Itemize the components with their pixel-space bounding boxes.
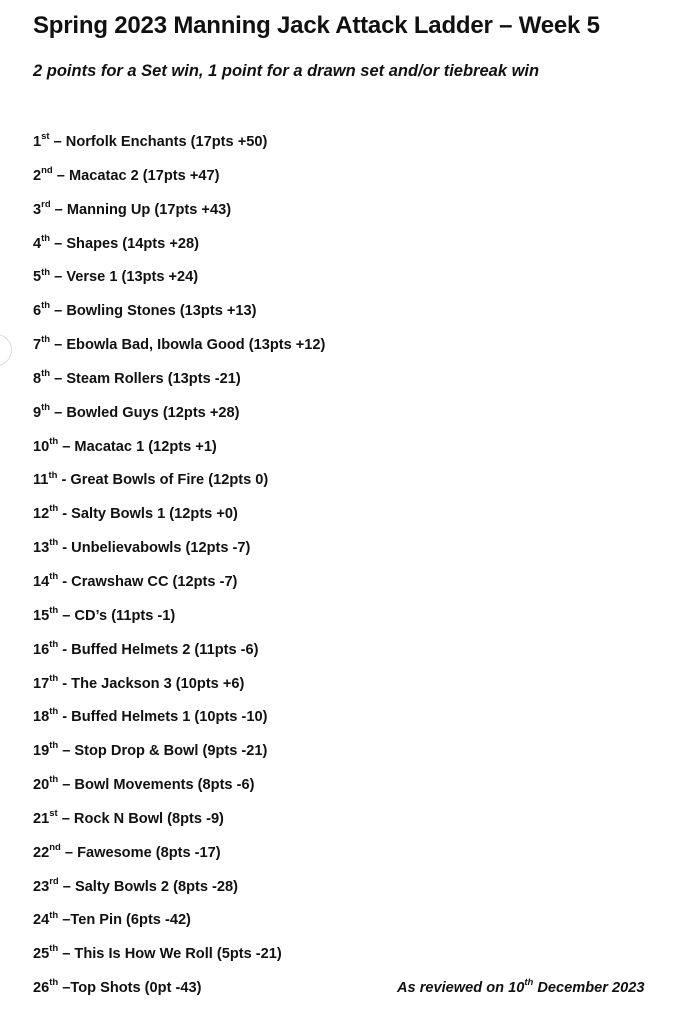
ladder-position: 4 <box>33 235 42 252</box>
ladder-team-score: – Ebowla Bad, Ibowla Good (13pts +12) <box>50 337 326 354</box>
ladder-position: 17 <box>33 675 50 692</box>
ladder-position: 25 <box>33 946 50 963</box>
ladder-team-score: - Great Bowls of Fire (12pts 0) <box>57 472 269 489</box>
ladder-team-score: –Top Shots (0pt -43) <box>58 980 202 997</box>
ladder-team-score: – Norfolk Enchants (17pts +50) <box>49 134 268 150</box>
ladder-team-score: – Bowling Stones (13pts +13) <box>50 303 257 320</box>
ladder-entry <box>33 469 325 503</box>
ladder-entry <box>33 673 325 707</box>
ladder-position-suffix: th <box>49 774 59 786</box>
ladder-position: 22 <box>33 844 50 861</box>
ladder-entry <box>33 165 325 199</box>
ladder-entry <box>33 740 325 774</box>
ladder-position: 6 <box>33 303 42 320</box>
ladder-position: 21 <box>33 810 50 827</box>
ladder-entry <box>33 909 325 943</box>
ladder-entry <box>33 402 325 436</box>
ladder-entry <box>33 537 325 571</box>
ladder-team-score: – Fawesome (8pts -17) <box>60 844 221 861</box>
ladder-position: 10 <box>33 438 50 455</box>
ladder-position-suffix: st <box>49 808 58 820</box>
ladder-position-suffix: th <box>41 232 51 244</box>
ladder-position: 23 <box>33 878 50 895</box>
ladder-position-suffix: th <box>41 266 51 278</box>
ladder-entry <box>33 233 325 267</box>
ladder-position-suffix: th <box>41 401 51 413</box>
ladder-team-score: – Macatac 1 (12pts +1) <box>58 438 217 455</box>
ladder-team-score: – Verse 1 (13pts +24) <box>50 269 199 286</box>
ladder-position: 18 <box>33 709 50 726</box>
ladder-entry <box>33 876 325 910</box>
ladder-position: 13 <box>33 540 50 557</box>
ladder-position-suffix: rd <box>41 198 51 210</box>
ladder-position-suffix: th <box>41 368 51 380</box>
review-date-prefix: As reviewed on 10 <box>397 980 525 996</box>
ladder-position-suffix: th <box>49 537 59 549</box>
ladder-position: 1 <box>33 134 42 150</box>
ladder-position-suffix: th <box>41 300 51 312</box>
ladder-list <box>33 131 325 1011</box>
ladder-entry <box>33 706 325 740</box>
ladder-entry <box>33 199 325 233</box>
scroll-edge-handle[interactable] <box>0 334 12 366</box>
ladder-position-suffix: th <box>49 740 59 752</box>
ladder-entry <box>33 605 325 639</box>
ladder-position: 12 <box>33 506 50 523</box>
ladder-team-score: - Buffed Helmets 1 (10pts -10) <box>58 709 268 726</box>
ladder-position: 26 <box>33 980 50 997</box>
ladder-position-suffix: th <box>41 334 51 346</box>
ladder-team-score: – Bowled Guys (12pts +28) <box>50 404 240 421</box>
review-date-ordinal-suffix: th <box>524 977 534 989</box>
ladder-position-suffix: th <box>49 977 59 989</box>
ladder-team-score: – Manning Up (17pts +43) <box>50 201 232 218</box>
ladder-entry <box>33 334 325 368</box>
ladder-position-suffix: rd <box>49 875 59 887</box>
ladder-team-score: - Salty Bowls 1 (12pts +0) <box>58 506 238 523</box>
ladder-team-score: – CD’s (11pts -1) <box>58 607 176 624</box>
ladder-team-score: –Ten Pin (6pts -42) <box>58 912 191 929</box>
ladder-entry <box>33 503 325 537</box>
ladder-position-suffix: st <box>41 131 50 143</box>
ladder-position: 16 <box>33 641 50 658</box>
ladder-position-suffix: th <box>49 943 59 955</box>
ladder-team-score: – Rock N Bowl (8pts -9) <box>57 810 224 827</box>
ladder-team-score: - Buffed Helmets 2 (11pts -6) <box>58 641 259 658</box>
ladder-team-score: – Salty Bowls 2 (8pts -28) <box>58 878 238 895</box>
ladder-position: 24 <box>33 912 50 929</box>
ladder-team-score: – Macatac 2 (17pts +47) <box>52 167 220 184</box>
ladder-entry <box>33 977 325 1011</box>
ladder-team-score: - Crawshaw CC (12pts -7) <box>58 573 238 590</box>
ladder-position: 20 <box>33 777 50 794</box>
ladder-entry <box>33 131 325 165</box>
ladder-position-suffix: th <box>49 604 59 616</box>
ladder-position-suffix: th <box>48 469 58 481</box>
ladder-entry <box>33 266 325 300</box>
review-date-note <box>397 977 644 999</box>
ladder-entry <box>33 808 325 842</box>
ladder-entry <box>33 368 325 402</box>
ladder-position: 5 <box>33 269 42 286</box>
ladder-entry <box>33 639 325 673</box>
ladder-position-suffix: nd <box>49 841 61 853</box>
ladder-entry <box>33 842 325 876</box>
page-title: Spring 2023 Manning Jack Attack Ladder – Week 5 <box>33 12 600 39</box>
ladder-team-score: – Bowl Movements (8pts -6) <box>58 777 255 794</box>
ladder-team-score: – Stop Drop & Bowl (9pts -21) <box>58 743 268 760</box>
ladder-position-suffix: th <box>49 571 59 583</box>
scoring-rules-subtitle: 2 points for a Set win, 1 point for a drawn set and/or tiebreak win <box>33 62 540 80</box>
ladder-position-suffix: th <box>49 503 59 515</box>
ladder-entry <box>33 436 325 470</box>
review-date-rest: December 2023 <box>533 980 645 996</box>
ladder-position-suffix: nd <box>41 164 53 176</box>
ladder-entry <box>33 774 325 808</box>
ladder-position: 14 <box>33 573 50 590</box>
ladder-position: 2 <box>33 167 42 184</box>
ladder-team-score: – Steam Rollers (13pts -21) <box>50 370 241 387</box>
ladder-position: 19 <box>33 743 50 760</box>
ladder-position: 3 <box>33 201 42 218</box>
ladder-position-suffix: th <box>49 638 59 650</box>
ladder-team-score: - Unbelievabowls (12pts -7) <box>58 540 251 557</box>
ladder-entry <box>33 943 325 977</box>
ladder-position: 11 <box>33 472 49 489</box>
ladder-position: 8 <box>33 370 42 387</box>
ladder-team-score: - The Jackson 3 (10pts +6) <box>58 675 245 692</box>
ladder-position-suffix: th <box>49 706 59 718</box>
ladder-entry <box>33 300 325 334</box>
ladder-position-suffix: th <box>49 435 59 447</box>
ladder-position-suffix: th <box>49 909 59 921</box>
ladder-team-score: – Shapes (14pts +28) <box>50 235 199 252</box>
ladder-position: 7 <box>33 337 42 354</box>
ladder-team-score: – This Is How We Roll (5pts -21) <box>58 946 282 963</box>
ladder-position: 9 <box>33 404 42 421</box>
ladder-position-suffix: th <box>49 672 59 684</box>
ladder-position: 15 <box>33 607 50 624</box>
ladder-entry <box>33 571 325 605</box>
